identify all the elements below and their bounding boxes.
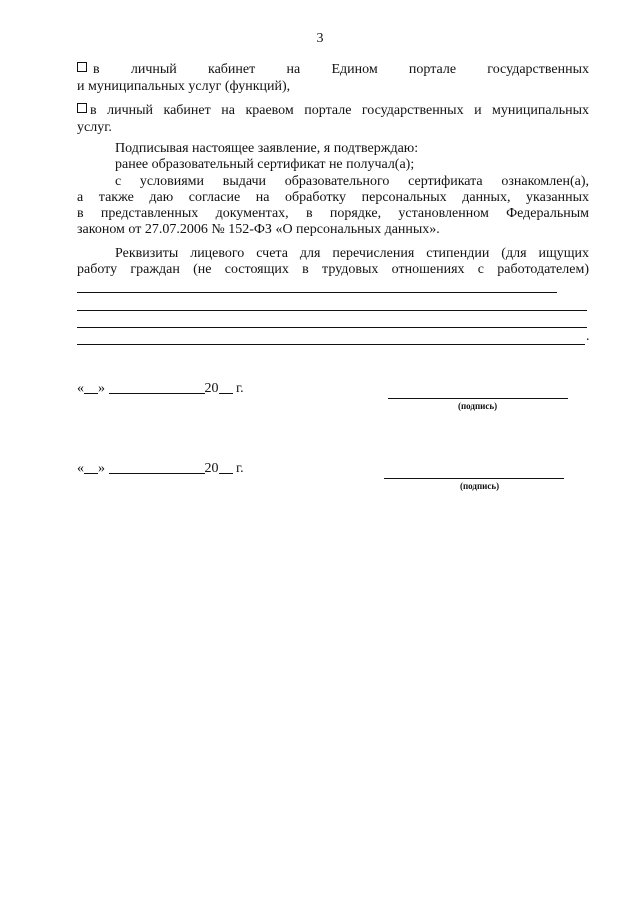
- bank-details-block: [77, 246, 589, 278]
- day-blank[interactable]: [84, 393, 98, 394]
- confirm-intro: Подписывая настоящее заявление, я подтверждаю:: [115, 141, 419, 156]
- bank-details-field-line-4[interactable]: [77, 344, 585, 345]
- bank-details-line1: Реквизиты лицевого счета для перечисления стипендии (для ищущих: [115, 246, 589, 261]
- option-unified-portal-line1: в личный кабинет на Едином портале государственных: [93, 62, 589, 77]
- consent-line4: законом от 27.07.2006 № 152-ФЗ «О персональных данных».: [77, 222, 440, 237]
- delivery-option-regional-portal: [77, 103, 589, 136]
- signature-line-1[interactable]: [388, 398, 568, 399]
- consent-line1: с условиями выдачи образовательного сертификата ознакомлен(а),: [115, 174, 589, 189]
- date-field-2: [77, 461, 244, 477]
- day-blank[interactable]: [84, 473, 98, 474]
- end-period: .: [586, 329, 590, 344]
- year-prefix: 20: [204, 381, 219, 396]
- checkbox-regional-portal[interactable]: [77, 103, 87, 113]
- signature-label-2: (подпись): [460, 481, 500, 491]
- page-number: 3: [316, 31, 324, 46]
- year-suffix: г.: [232, 381, 244, 396]
- option-unified-portal-line2: и муниципальных услуг (функций),: [77, 79, 291, 94]
- open-quote: «: [77, 461, 84, 476]
- signature-label-1: (подпись): [458, 401, 498, 411]
- consent-line3: в представленных документах, в порядке, установленном Федеральным: [77, 206, 589, 221]
- consent-line2: а также даю согласие на обработку персональных данных, указанных: [77, 190, 589, 205]
- close-quote: »: [98, 381, 105, 396]
- bank-details-field-line-1[interactable]: [77, 292, 557, 293]
- option-regional-portal-line1: в личный кабинет на краевом портале государственных и муниципальных: [90, 103, 589, 118]
- signature-line-2[interactable]: [384, 478, 564, 479]
- option-regional-portal-line2: услуг.: [77, 120, 112, 135]
- date-field-1: [77, 381, 244, 397]
- bank-details-field-line-2[interactable]: [77, 310, 587, 311]
- open-quote: «: [77, 381, 84, 396]
- year-blank[interactable]: [219, 473, 233, 474]
- bank-details-line2: работу граждан (не состоящих в трудовых отношениях с работодателем): [77, 262, 589, 277]
- confirm-item-consent: [77, 174, 589, 238]
- month-blank[interactable]: [109, 473, 205, 474]
- close-quote: »: [98, 461, 105, 476]
- year-blank[interactable]: [219, 393, 233, 394]
- confirm-item-no-certificate: ранее образовательный сертификат не получал(а);: [115, 157, 415, 172]
- year-prefix: 20: [204, 461, 219, 476]
- checkbox-unified-portal[interactable]: [77, 62, 87, 72]
- year-suffix: г.: [232, 461, 244, 476]
- delivery-option-unified-portal: [77, 62, 589, 95]
- month-blank[interactable]: [109, 393, 205, 394]
- bank-details-field-line-3[interactable]: [77, 327, 587, 328]
